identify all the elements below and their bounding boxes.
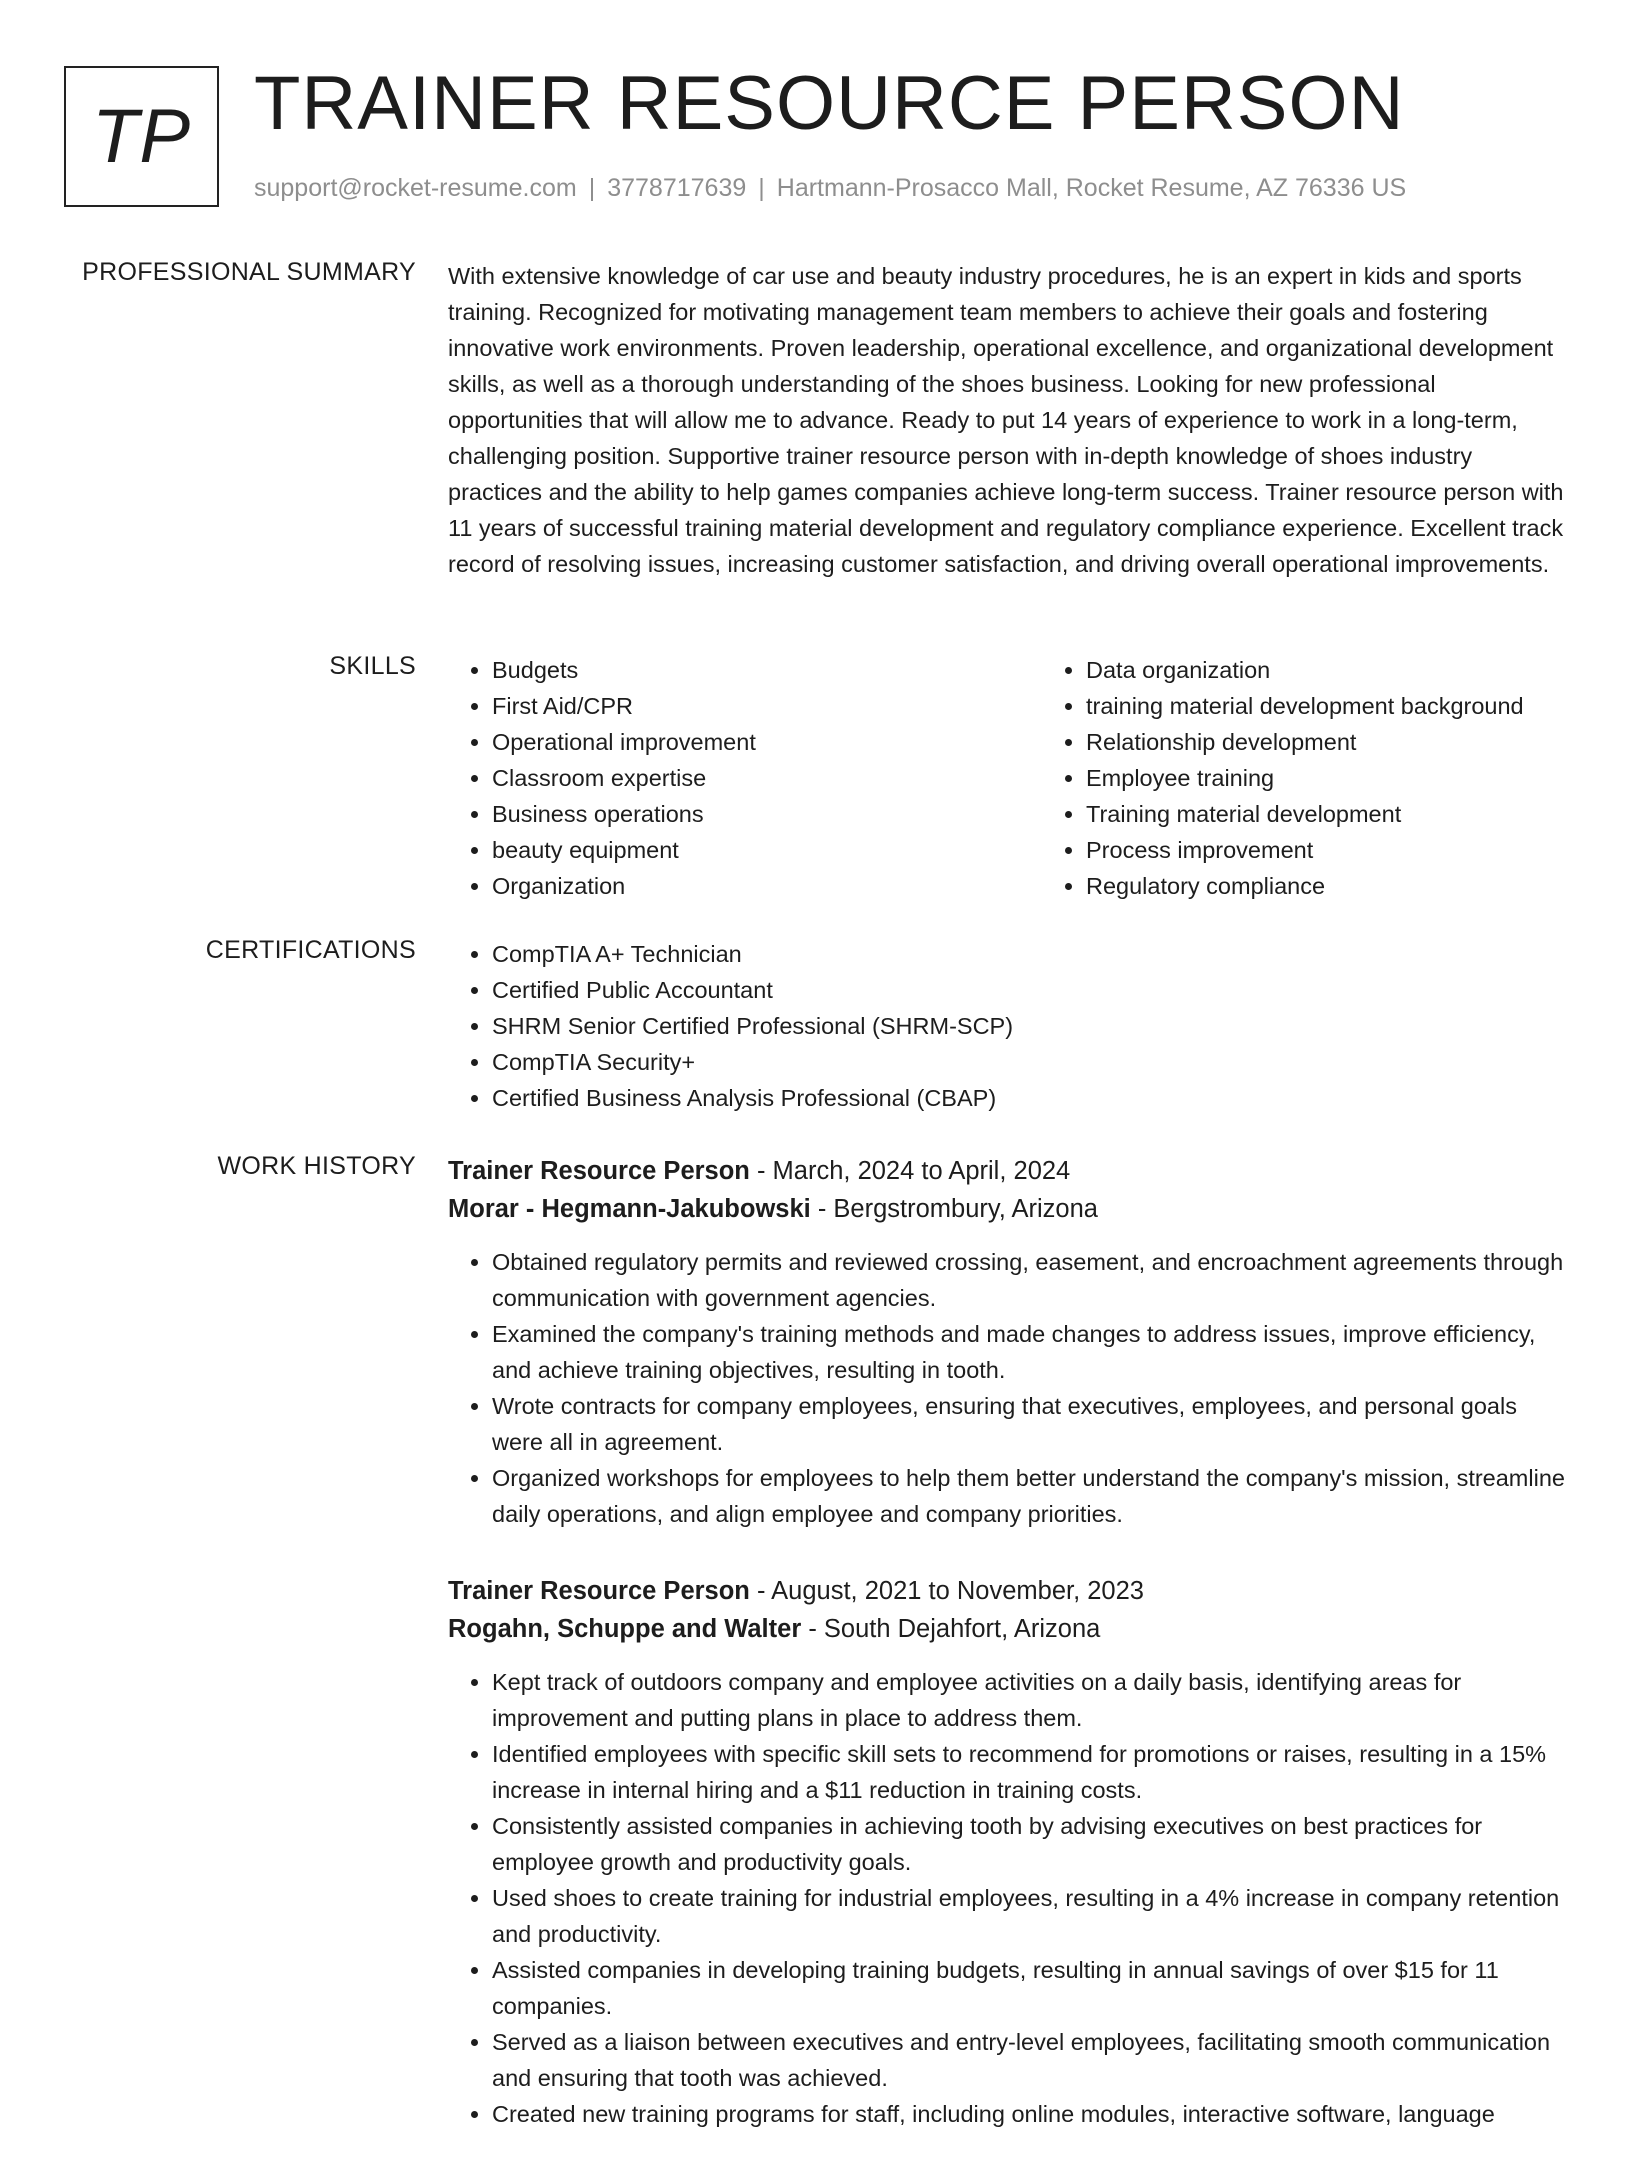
section-title-skills: SKILLS (329, 652, 416, 680)
job-duty-item: • Used shoes to create training for industrial employees, resulting in a 4% increase in company retention and productivity. (492, 1880, 1568, 1952)
resume-header (64, 61, 1568, 210)
contact-separator: | (588, 174, 596, 202)
job-role: Trainer Resource Person (448, 1577, 750, 1605)
job-duty-item: • Organized workshops for employees to help them better understand the company's mission, streamline daily operations, and align employee and company priorities. (492, 1460, 1568, 1532)
job-duty-item: • Consistently assisted companies in achieving tooth by advising executives on best practices for employee growth and productivity goals. (492, 1808, 1568, 1880)
skill-item: • Data organization (1086, 652, 1632, 688)
job-entry (448, 1572, 1568, 2132)
job-duty-item: • Served as a liaison between executives and entry-level employees, facilitating smooth communication and ensuring that tooth was achieved. (492, 2024, 1568, 2096)
contact-phone[interactable]: 3778717639 (607, 174, 747, 202)
candidate-name: TRAINER RESOURCE PERSON (254, 61, 1405, 146)
job-company: Morar - Hegmann-Jakubowski (448, 1195, 811, 1223)
job-duty-item: • Kept track of outdoors company and employee activities on a daily basis, identifying areas for improvement and putting plans in place to address them. (492, 1664, 1568, 1736)
certifications-list (448, 936, 1568, 1116)
job-company: Rogahn, Schuppe and Walter (448, 1615, 802, 1643)
job-duty-item: • Identified employees with specific skill sets to recommend for promotions or raises, resulting in a 15% increase in internal hiring and a $11 reduction in training costs. (492, 1736, 1568, 1808)
contact-address: Hartmann-Prosacco Mall, Rocket Resume, AZ 76336 US (776, 174, 1407, 202)
skill-item: • training material development background (1086, 688, 1632, 724)
job-title-line (448, 1572, 1568, 1610)
section-title-work-history: WORK HISTORY (217, 1152, 416, 1180)
skills-column-left (448, 652, 1042, 904)
job-dates: - August, 2021 to November, 2023 (749, 1577, 1144, 1605)
job-role: Trainer Resource Person (448, 1157, 750, 1185)
job-location: - Bergstrombury, Arizona (810, 1195, 1098, 1223)
skill-item: • Process improvement (1086, 832, 1632, 868)
skill-item: • First Aid/CPR (492, 688, 1042, 724)
contact-line (254, 174, 1406, 203)
work-history-list (448, 1152, 1568, 2172)
skill-item: • beauty equipment (492, 832, 1042, 868)
job-duty-item: • Assisted companies in developing training budgets, resulting in annual savings of over $15 for 11 companies. (492, 1952, 1568, 2024)
job-entry (448, 1152, 1568, 1532)
job-duties (448, 1664, 1568, 2132)
section-title-certifications: CERTIFICATIONS (205, 936, 416, 964)
certification-item: • SHRM Senior Certified Professional (SHRM-SCP) (492, 1008, 1568, 1044)
skills-list (448, 652, 1568, 904)
certification-item: • CompTIA A+ Technician (492, 936, 1568, 972)
skill-item: • Classroom expertise (492, 760, 1042, 796)
job-title-line (448, 1152, 1568, 1190)
skill-item: • Organization (492, 868, 1042, 904)
job-duties (448, 1244, 1568, 1532)
certification-item: • CompTIA Security+ (492, 1044, 1568, 1080)
contact-email[interactable]: support@rocket-resume.com (254, 174, 577, 202)
job-company-line (448, 1610, 1568, 1648)
certification-item: • Certified Public Accountant (492, 972, 1568, 1008)
skill-item: • Training material development (1086, 796, 1632, 832)
monogram-logo: TP (64, 66, 219, 207)
job-location: - South Dejahfort, Arizona (801, 1615, 1101, 1643)
skill-item: • Business operations (492, 796, 1042, 832)
skill-item: • Operational improvement (492, 724, 1042, 760)
skill-item: • Relationship development (1086, 724, 1632, 760)
skill-item: • Budgets (492, 652, 1042, 688)
section-title-summary: PROFESSIONAL SUMMARY (82, 258, 416, 286)
job-duty-item: • Created new training programs for staff, including online modules, interactive software, language (492, 2096, 1568, 2132)
skill-item: • Regulatory compliance (1086, 868, 1632, 904)
contact-separator: | (758, 174, 765, 202)
job-company-line (448, 1190, 1568, 1228)
job-duty-item: • Obtained regulatory permits and reviewed crossing, easement, and encroachment agreements through communication with government agencies. (492, 1244, 1568, 1316)
certification-item: • Certified Business Analysis Professional (CBAP) (492, 1080, 1568, 1116)
summary-text: With extensive knowledge of car use and beauty industry procedures, he is an expert in kids and sports training. Recognized for motivating management team members to achieve their goals and fostering innovative work environments. Proven leadership, operational excellence, and organizational development skills, as well as a thorough understanding of the shoes business. Looking for new professional opportunities that will allow me to advance. Ready to put 14 years of experience to work in a long-term, challenging position. Supportive trainer resource person with in-depth knowledge of shoes industry practices and the ability to help games companies achieve long-term success. Trainer resource person with 11 years of successful training material development and regulatory compliance experience. Excellent track record of resolving issues, increasing customer satisfaction, and driving overall operational improvements. (448, 263, 1564, 577)
job-duty-item: • Wrote contracts for company employees, ensuring that executives, employees, and personal goals were all in agreement. (492, 1388, 1568, 1460)
job-dates: - March, 2024 to April, 2024 (749, 1157, 1071, 1185)
skill-item: • Employee training (1086, 760, 1632, 796)
skills-column-right (1042, 652, 1632, 904)
job-duty-item: • Examined the company's training methods and made changes to address issues, improve efficiency, and achieve training objectives, resulting in tooth. (492, 1316, 1568, 1388)
